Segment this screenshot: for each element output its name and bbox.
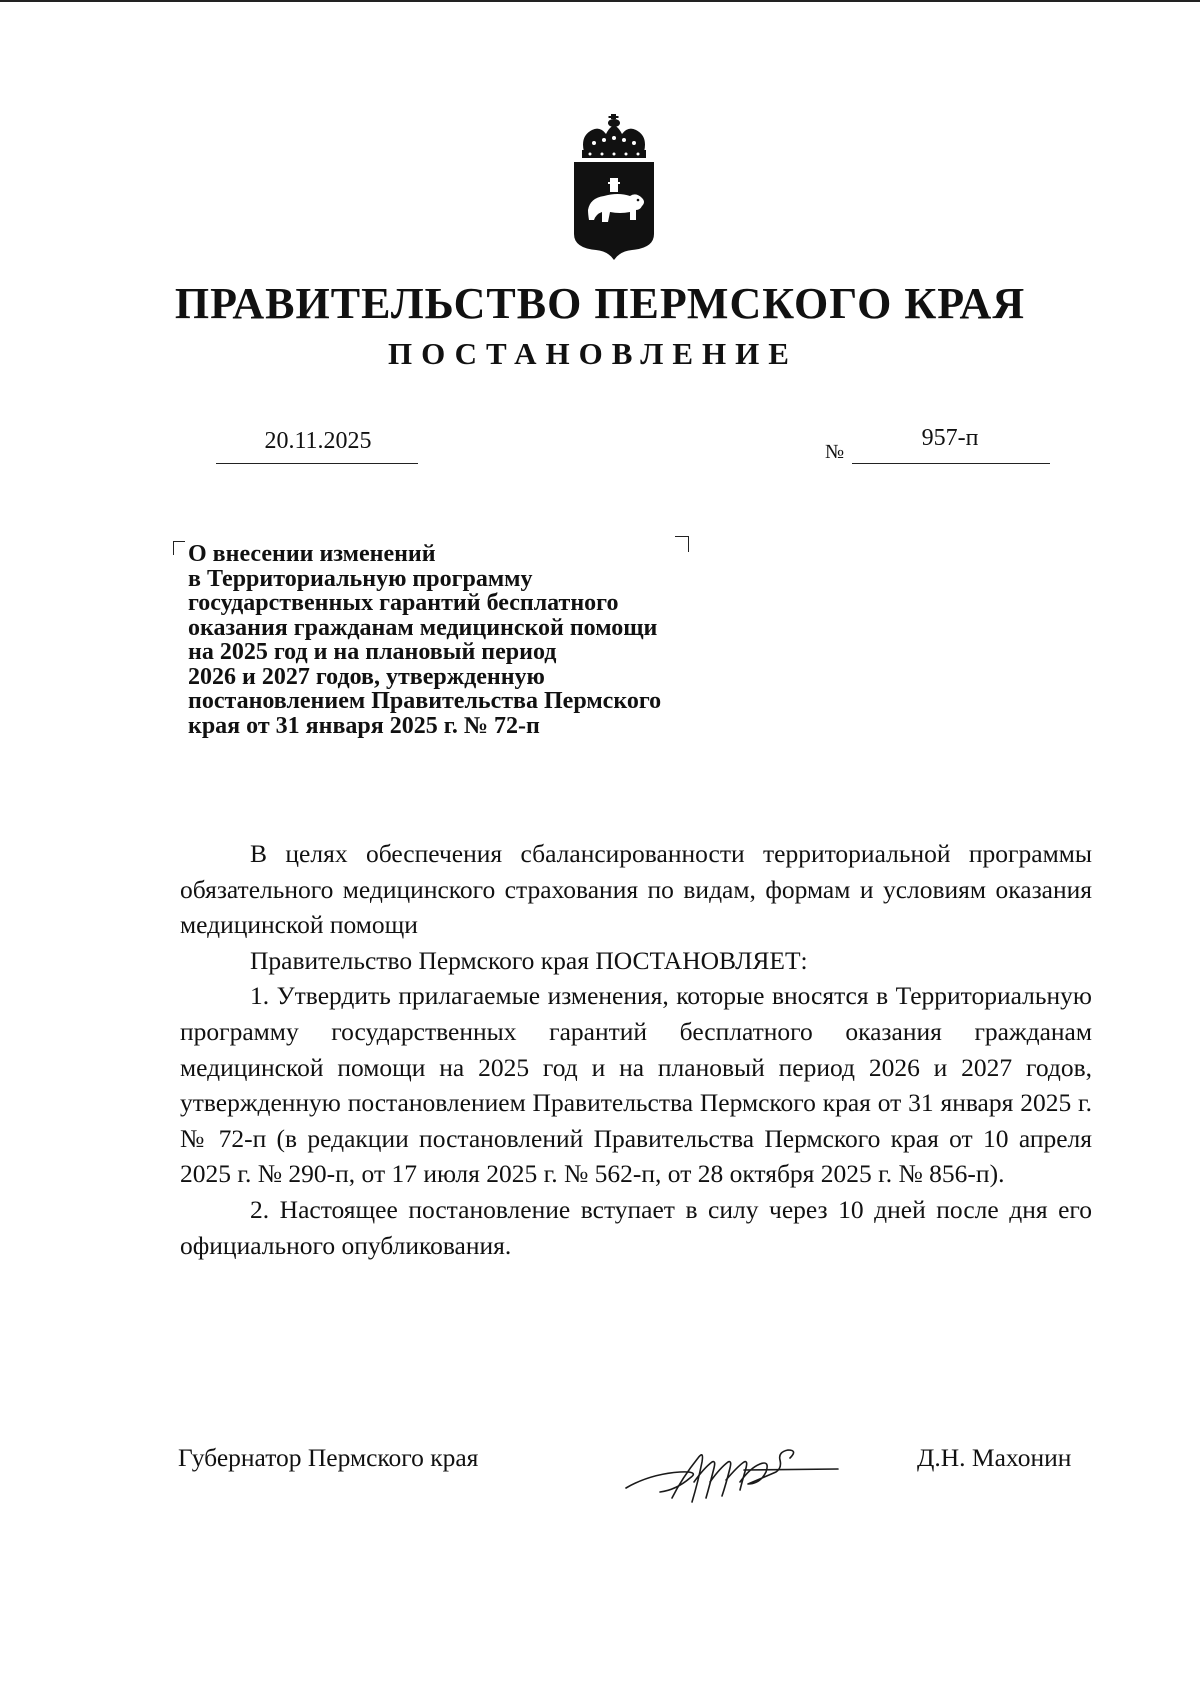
subject-line: постановлением Правительства Пермского	[188, 688, 662, 714]
signer-position: Губернатор Пермского края	[178, 1443, 479, 1472]
decree-phrase: Правительство Пермского края ПОСТАНОВЛЯЕТ:	[250, 945, 808, 975]
subject-line: оказания гражданам медицинской помощи	[188, 614, 658, 641]
item-2-paragraph: 2. Настоящее постановление вступает в силу через 10 дней после дня его официального опубликования.	[180, 1194, 1092, 1260]
subject-line: 2026 и 2027 годов, утвержденную	[188, 663, 545, 690]
perm-krai-coat-of-arms-icon	[570, 112, 658, 262]
subject-line: края от 31 января 2025 г. № 72-п	[188, 712, 540, 739]
document-date: 20.11.2025	[264, 428, 372, 454]
subject-corner-left	[173, 541, 185, 555]
government-title: ПРАВИТЕЛЬСТВО ПЕРМСКОГО КРАЯ	[174, 279, 1026, 328]
date-underline	[216, 463, 418, 464]
document-subject	[188, 542, 808, 738]
handwritten-signature-icon	[620, 1438, 840, 1510]
document-type: ПОСТАНОВЛЕНИЕ	[388, 336, 798, 371]
number-sign: №	[825, 441, 845, 463]
document-body	[180, 836, 1092, 1263]
subject-line: О внесении изменений	[188, 541, 436, 567]
number-underline	[852, 463, 1050, 464]
item-1-paragraph: 1. Утвердить прилагаемые изменения, которые вносятся в Территориальную программу государственных гарантий бесплатного оказания гражданам медицинской помощи на 2025 год и на плановый период 2026 и 2027 годов, утвержденную постановлением Правительства Пермского края от 31 января 2025 г. № 72-п (в редакции постановлений Правительства Пермского края от 10 апреля 2025 г. № 290-п, от 17 июля 2025 г. № 562-п, от 28 октября 2025 г. № 856-п).	[180, 981, 1092, 1189]
document-number: 957-п	[921, 425, 979, 451]
subject-line: на 2025 год и на плановый период	[188, 639, 557, 665]
scan-edge	[0, 0, 1200, 2]
preamble-paragraph: В целях обеспечения сбалансированности территориальной программы обязательного медицинского страхования по видам, формам и условиям оказания медицинской помощи	[180, 839, 1092, 940]
signer-name: Д.Н. Махонин	[917, 1443, 1072, 1472]
subject-line: государственных гарантий бесплатного	[188, 590, 619, 616]
subject-line: в Территориальную программу	[188, 565, 533, 592]
